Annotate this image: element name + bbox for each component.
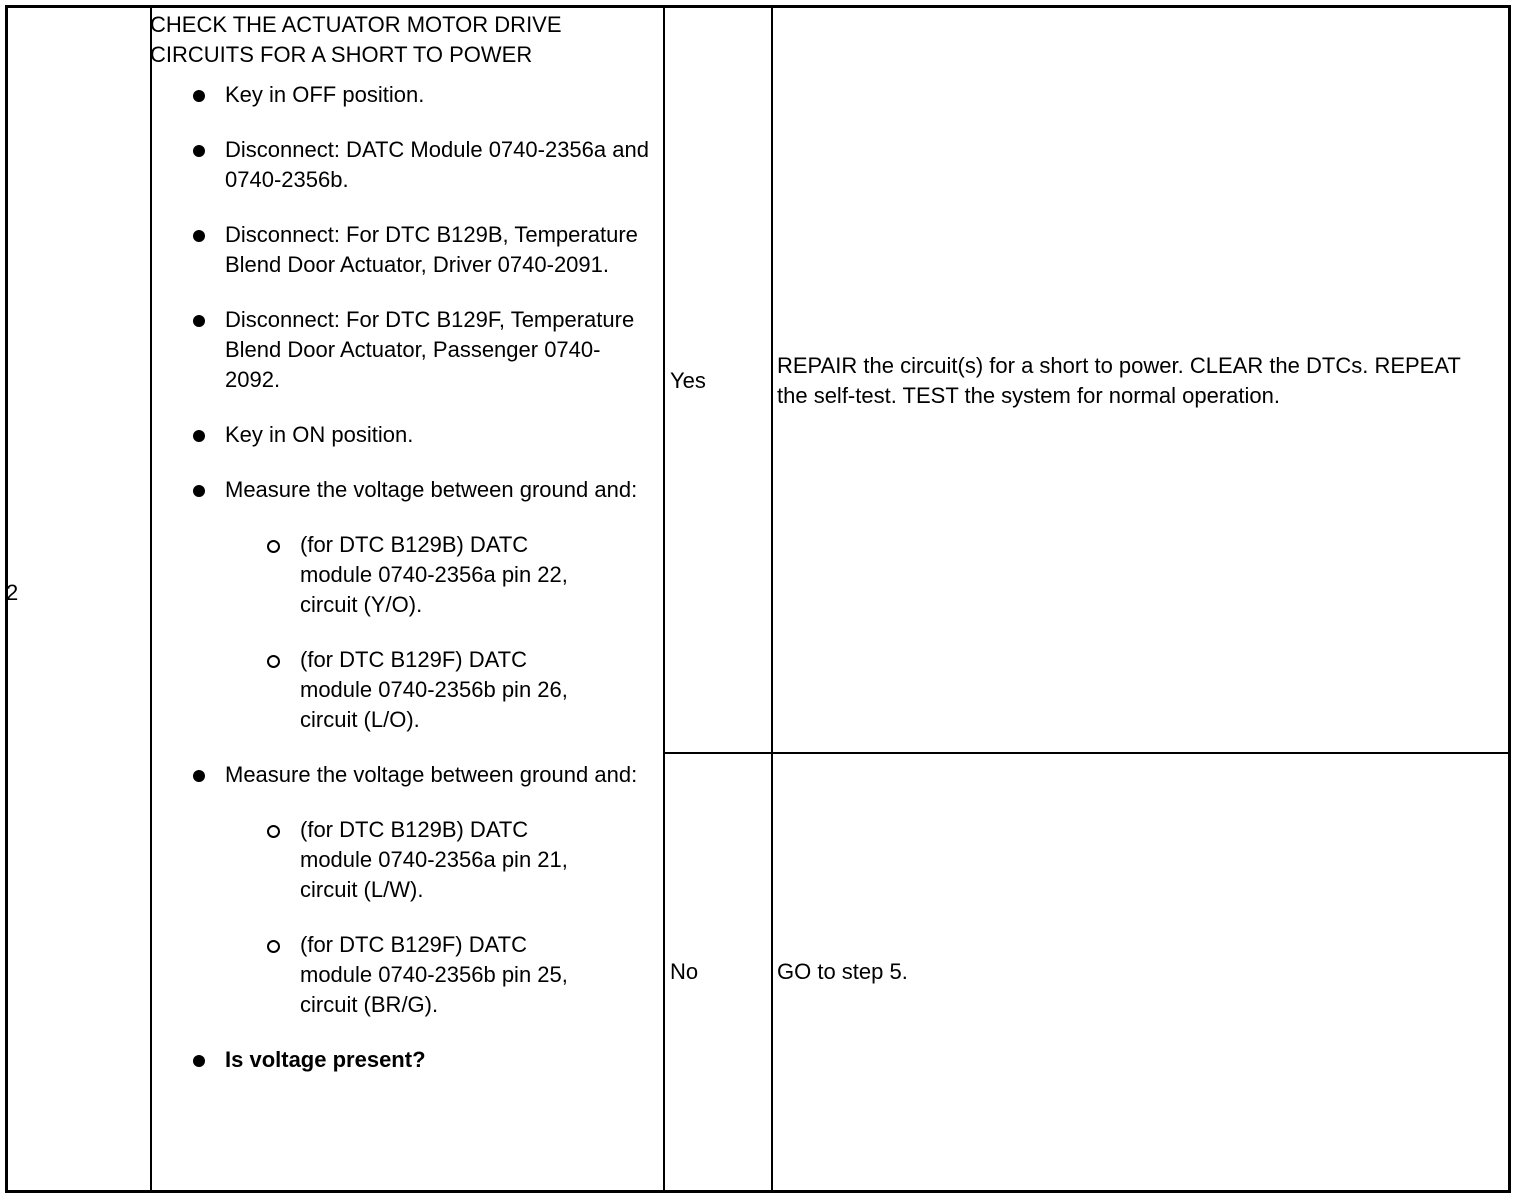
question-item: Is voltage present? — [150, 1045, 650, 1075]
sub-list-item: (for DTC B129F) DATC module 0740-2356b pin 26, circuit (L/O). — [225, 645, 570, 735]
procedure-steps — [150, 80, 650, 1075]
yes-action: REPAIR the circuit(s) for a short to power. CLEAR the DTCs. REPEAT the self-test. TEST the system for normal operation. — [777, 353, 1461, 408]
list-item-text: Measure the voltage between ground and: — [225, 477, 638, 502]
procedure-title: CHECK THE ACTUATOR MOTOR DRIVE CIRCUITS FOR A SHORT TO POWER — [150, 12, 562, 67]
list-item: Disconnect: For DTC B129F, Temperature Blend Door Actuator, Passenger 0740-2092. — [150, 305, 650, 395]
no-label: No — [670, 959, 699, 984]
list-item: Disconnect: DATC Module 0740-2356a and 0740-2356b. — [150, 135, 650, 195]
list-item: Key in ON position. — [150, 420, 650, 450]
step-number: 2 — [6, 580, 19, 605]
sub-list-item: (for DTC B129B) DATC module 0740-2356a pin 22, circuit (Y/O). — [225, 530, 570, 620]
procedure-cell — [150, 10, 650, 1075]
column-divider — [663, 8, 665, 1190]
sub-list-item: (for DTC B129F) DATC module 0740-2356b pin 25, circuit (BR/G). — [225, 930, 570, 1020]
sub-list — [225, 530, 650, 735]
sub-list-item: (for DTC B129B) DATC module 0740-2356a pin 21, circuit (L/W). — [225, 815, 570, 905]
column-divider — [771, 8, 773, 1190]
list-item: Key in OFF position. — [150, 80, 650, 110]
yes-label: Yes — [670, 368, 706, 393]
list-item — [150, 475, 650, 735]
no-action: GO to step 5. — [777, 959, 908, 984]
row-divider — [663, 752, 1508, 754]
list-item: Disconnect: For DTC B129B, Temperature Blend Door Actuator, Driver 0740-2091. — [150, 220, 650, 280]
list-item-text: Measure the voltage between ground and: — [225, 762, 638, 787]
sub-list — [225, 815, 650, 1020]
list-item — [150, 760, 650, 1020]
